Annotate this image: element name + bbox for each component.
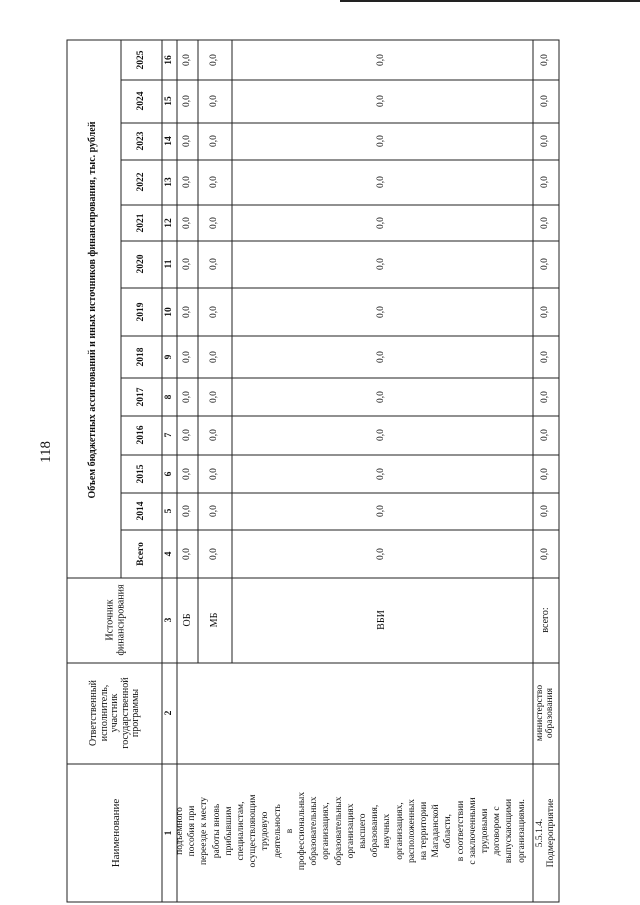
table-cell: 0,0 — [182, 306, 193, 318]
table-cell: 0,0 — [209, 176, 220, 188]
name-cell-line: трудовую — [260, 811, 271, 851]
table-cell: 0,0 — [209, 95, 220, 107]
name-cell-line: области, — [443, 813, 454, 849]
table-cell: 0,0 — [376, 391, 387, 403]
col-number-15: 15 — [164, 96, 175, 106]
year-header-2022: 2022 — [136, 172, 147, 192]
table-cell: 0,0 — [209, 429, 220, 441]
table-cell: 0,0 — [376, 505, 387, 517]
col-number-2: 2 — [164, 710, 175, 716]
table-cell: 0,0 — [209, 505, 220, 517]
name-cell-line: в — [284, 828, 295, 834]
year-header-2015: 2015 — [136, 464, 147, 484]
table-cell: 0,0 — [540, 135, 551, 147]
year-header-total: Всего — [136, 542, 147, 566]
col-number-12: 12 — [164, 218, 175, 228]
col-number-10: 10 — [164, 307, 175, 317]
name-cell-line: деятельность — [272, 804, 283, 858]
table-cell: 0,0 — [182, 217, 193, 229]
name-cell-line: организациях, — [321, 802, 332, 860]
name-cell-line: Магаданской — [431, 804, 442, 858]
table-cell: 0,0 — [540, 468, 551, 480]
name-cell-line: договором с — [492, 806, 503, 856]
table-cell: 0,0 — [540, 306, 551, 318]
year-header-2019: 2019 — [136, 302, 147, 322]
name-cell-line: пособия при — [187, 805, 198, 857]
next-row-name: Подмероприятие — [546, 798, 557, 868]
table-cell: 0,0 — [376, 306, 387, 318]
table-cell: 0,0 — [376, 548, 387, 560]
col-number-4: 4 — [164, 551, 175, 557]
table-cell: 0,0 — [376, 217, 387, 229]
table-cell: 0,0 — [182, 54, 193, 66]
year-header-2023: 2023 — [136, 131, 147, 151]
col-number-8: 8 — [164, 394, 175, 400]
table-cell: 0,0 — [209, 548, 220, 560]
row-source: ВБИ — [375, 610, 387, 630]
table-cell: 0,0 — [376, 95, 387, 107]
year-header-2021: 2021 — [136, 213, 147, 233]
col-number-5: 5 — [164, 508, 175, 514]
table-cell: 0,0 — [182, 135, 193, 147]
col-number-3: 3 — [164, 617, 175, 623]
table-cell: 0,0 — [209, 54, 220, 66]
year-header-2017: 2017 — [136, 387, 147, 407]
table-cell: 0,0 — [182, 391, 193, 403]
name-cell-line: прибывшим — [223, 806, 234, 856]
name-cell-line: трудовыми — [480, 808, 491, 854]
table-cell: 0,0 — [376, 176, 387, 188]
name-cell-line: высшего — [358, 813, 369, 849]
table-cell: 0,0 — [209, 468, 220, 480]
year-header-2016: 2016 — [136, 425, 147, 445]
page-number: 118 — [38, 441, 55, 463]
table-cell: 0,0 — [182, 258, 193, 270]
row-source: МБ — [208, 612, 220, 628]
table-cell: 0,0 — [182, 468, 193, 480]
header-volume: Объем бюджетных ассигнований и иных источников финансирования, тыс. рублей — [86, 121, 98, 499]
year-header-2020: 2020 — [136, 254, 147, 274]
name-cell-line: организациях — [345, 803, 356, 859]
name-cell-line: подъемного — [175, 807, 186, 855]
table-cell: 0,0 — [540, 54, 551, 66]
header-source: Источник финансирования — [104, 584, 126, 656]
table-cell: 0,0 — [376, 54, 387, 66]
table-cell: 0,0 — [540, 351, 551, 363]
col-number-13: 13 — [164, 177, 175, 187]
table-cell: 0,0 — [182, 505, 193, 517]
table-cell: 0,0 — [209, 391, 220, 403]
header-name: Наименование — [110, 798, 123, 868]
col-number-9: 9 — [164, 354, 175, 360]
table-cell: 0,0 — [540, 391, 551, 403]
name-cell-line: осуществляющим — [248, 794, 259, 868]
table-cell: 0,0 — [376, 135, 387, 147]
name-cell-line: выпускающими — [504, 798, 515, 864]
name-cell-line: организациях, — [394, 802, 405, 860]
year-header-2014: 2014 — [136, 501, 147, 521]
table-cell: 0,0 — [376, 468, 387, 480]
row-source: ОБ — [181, 613, 193, 627]
year-header-2025: 2025 — [136, 50, 147, 70]
name-cell-line: научных — [382, 813, 393, 849]
table-cell: 0,0 — [376, 258, 387, 270]
row-source: всего: — [539, 607, 551, 633]
name-cell-line: переезде к месту — [199, 796, 210, 866]
table-cell: 0,0 — [540, 258, 551, 270]
col-number-6: 6 — [164, 471, 175, 477]
year-header-2024: 2024 — [136, 91, 147, 111]
table-cell: 0,0 — [376, 351, 387, 363]
next-row-number: 5.5.1.4. — [535, 818, 546, 848]
col-number-7: 7 — [164, 432, 175, 438]
table-cell: 0,0 — [209, 258, 220, 270]
table-cell: 0,0 — [376, 429, 387, 441]
name-cell-line: образовательных — [309, 796, 320, 866]
header-executor: Ответственный исполнитель, участник государственной программы — [87, 677, 141, 749]
table-cell: 0,0 — [209, 135, 220, 147]
name-cell-line: организациями. — [516, 799, 527, 863]
col-number-1: 1 — [164, 830, 175, 836]
table-cell: 0,0 — [540, 176, 551, 188]
table-cell: 0,0 — [209, 217, 220, 229]
table-cell: 0,0 — [182, 176, 193, 188]
col-number-11: 11 — [164, 259, 175, 269]
table-cell: 0,0 — [182, 95, 193, 107]
name-cell-line: образования, — [370, 804, 381, 858]
table-cell: 0,0 — [540, 95, 551, 107]
name-cell-line: специалистам, — [236, 801, 247, 861]
name-cell-line: с заключенными — [467, 797, 478, 865]
col-number-14: 14 — [164, 136, 175, 146]
name-cell-line: расположенных — [406, 798, 417, 864]
name-cell-line: образовательных — [333, 796, 344, 866]
table-cell: 0,0 — [182, 548, 193, 560]
table-cell: 0,0 — [209, 351, 220, 363]
table-cell: 0,0 — [540, 548, 551, 560]
table-cell: 0,0 — [540, 505, 551, 517]
name-cell-line: в соответствии — [455, 800, 466, 862]
table-cell: 0,0 — [209, 306, 220, 318]
table-cell: 0,0 — [540, 429, 551, 441]
name-cell-line: на территории — [419, 801, 430, 861]
col-number-16: 16 — [164, 55, 175, 65]
name-cell-line: профессиональных — [297, 791, 308, 871]
next-row-executor: министерство образования — [535, 684, 555, 742]
table-cell: 0,0 — [182, 429, 193, 441]
table-cell: 0,0 — [540, 217, 551, 229]
name-cell-line: работы вновь — [211, 803, 222, 859]
year-header-2018: 2018 — [136, 347, 147, 367]
table-cell: 0,0 — [182, 351, 193, 363]
